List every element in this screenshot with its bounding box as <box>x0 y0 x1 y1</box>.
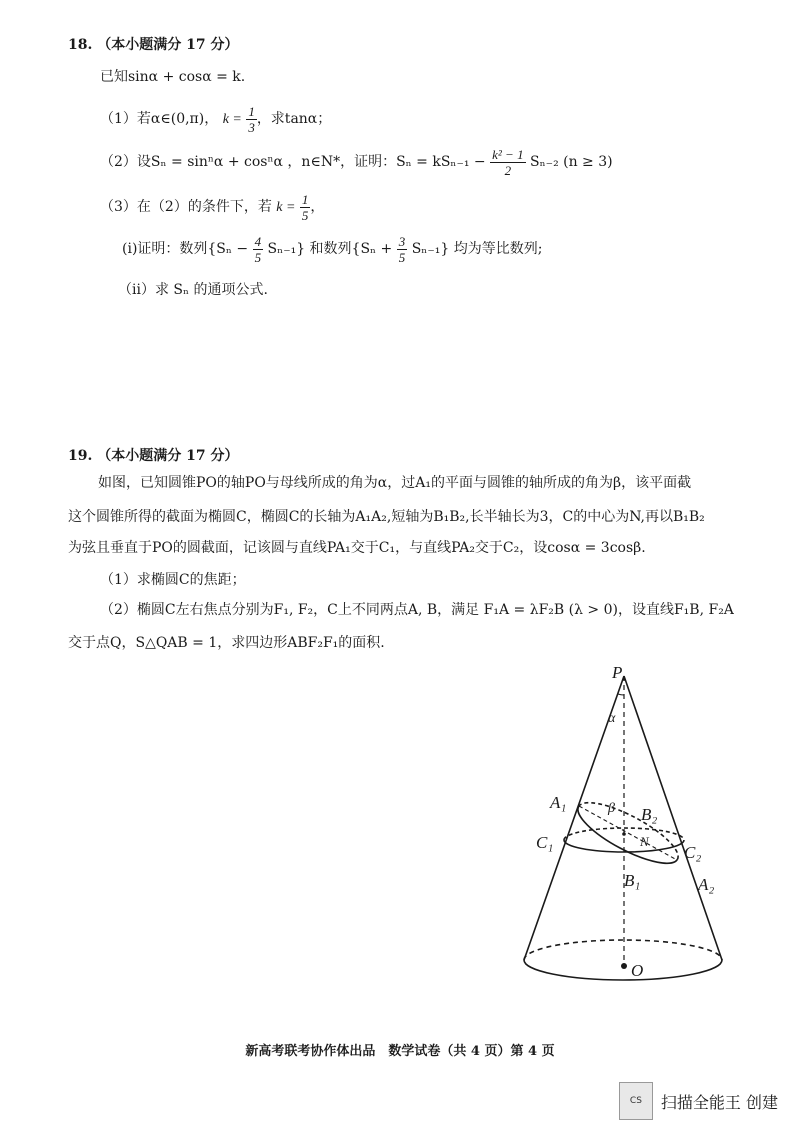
q18-part3-fraction <box>300 192 311 223</box>
base-center-dot <box>621 963 627 969</box>
q18-number: 18. <box>68 37 93 53</box>
q19-score: （本小题满分 17 分） <box>97 448 239 464</box>
label-c1: C₁ <box>536 833 554 852</box>
label-o: O <box>631 961 644 980</box>
q18-part3-ii: （ii）求 Sₙ 的通项公式. <box>118 282 268 298</box>
label-p: P <box>612 663 623 682</box>
q19-number: 19. <box>68 448 93 464</box>
q18-part1-k: k = <box>222 112 242 127</box>
q19-part2-line2: 交于点Q，S△QAB = 1，求四边形ABF₂F₁的面积. <box>68 635 385 651</box>
q18-part1-text-b: ，求tanα； <box>256 111 332 127</box>
q18-part3-k: k = <box>276 200 296 215</box>
fraction-numerator: 1 <box>301 191 309 207</box>
fraction-denominator: 5 <box>398 249 406 265</box>
fraction-numerator: k² − 1 <box>492 146 524 162</box>
label-c2: C₂ <box>684 843 702 862</box>
label-a1: A₁ <box>550 793 567 812</box>
label-b2: B₂ <box>641 805 658 824</box>
q18-part2-text-a: 设Sₙ = sinⁿα + cosⁿα ，n∈N*，证明：Sₙ = kSₙ₋₁ − <box>136 154 486 170</box>
fraction-numerator: 4 <box>254 233 262 249</box>
ellipse-back-arc <box>579 792 686 860</box>
label-beta: β <box>608 801 615 816</box>
q18-score: （本小题满分 17 分） <box>97 37 239 53</box>
fraction-denominator: 5 <box>254 249 262 265</box>
q18-part3-text-b: ， <box>310 199 325 215</box>
page-footer: 新高考联考协作体出品 数学试卷（共 4 页）第 4 页 <box>245 1044 555 1059</box>
q18-header <box>68 35 238 55</box>
label-b1: B₁ <box>624 871 641 890</box>
q19-part2-line1: （2）椭圆C左右焦点分别为F₁, F₂，C上不同两点A, B，满足 F₁A = λF₂B (λ > 0)，设直线F₁B, F₂A <box>100 602 734 618</box>
q18-part3i-fraction-2 <box>397 234 408 265</box>
camscanner-logo <box>619 1082 653 1120</box>
center-n-dot <box>622 832 626 836</box>
q18-part3i-text-b: Sₙ₋₁} 和数列{Sₙ + <box>267 241 393 257</box>
q18-given: 已知sinα + cosα = k. <box>100 69 246 85</box>
cone-right-generatrix <box>624 676 722 960</box>
q18-part3i-text-a: (i)证明：数列{Sₙ − <box>122 241 249 257</box>
q18-part1 <box>100 102 331 137</box>
watermark-text: 扫描全能王 创建 <box>660 1092 778 1112</box>
q19-part1: （1）求椭圆C的焦距； <box>100 572 246 588</box>
q18-part2-label: （2） <box>100 154 137 170</box>
label-alpha: α <box>608 711 616 726</box>
camscanner-logo-text: CS <box>629 1096 642 1106</box>
fraction-denominator: 3 <box>248 119 255 135</box>
label-n: N <box>640 834 649 849</box>
q18-part3-label: （3） <box>100 199 137 215</box>
base-back-arc <box>524 940 722 960</box>
q18-part1-fraction <box>246 104 257 135</box>
fraction-denominator: 2 <box>504 162 512 178</box>
q18-part2-fraction <box>490 147 525 178</box>
q18-part3-text-a: 在（2）的条件下，若 <box>136 199 272 215</box>
fraction-numerator: 1 <box>248 103 255 119</box>
q18-part1-label: （1） <box>100 111 137 127</box>
alpha-arc <box>618 694 624 695</box>
q18-part2 <box>100 145 613 179</box>
q18-part2-text-b: Sₙ₋₂ (n ≥ 3) <box>530 154 613 170</box>
q19-text-line2: 这个圆锥所得的截面为椭圆C，椭圆C的长轴为A₁A₂,短轴为B₁B₂,长半轴长为3，C的中心为N,再以B₁B₂ <box>68 509 705 525</box>
q18-part1-text-a: 若α∈(0,π)， <box>136 111 219 127</box>
q19-text-line3: 为弦且垂直于PO的圆截面，记该圆与直线PA₁交于C₁，与直线PA₂交于C₂，设cosα = 3cosβ. <box>68 540 646 556</box>
q18-part3i-fraction-1 <box>253 234 264 265</box>
fraction-denominator: 5 <box>301 207 309 223</box>
q18-part3 <box>100 190 324 225</box>
fraction-numerator: 3 <box>398 233 406 249</box>
q19-header <box>68 446 238 466</box>
q18-part3-i <box>122 232 542 266</box>
q19-text-line1: 如图，已知圆锥PO的轴PO与母线所成的角为α，过A₁的平面与圆锥的轴所成的角为β，该平面截 <box>98 475 692 491</box>
scanner-watermark <box>619 1082 778 1120</box>
cone-figure <box>500 660 740 990</box>
label-a2: A₂ <box>698 875 715 894</box>
base-front-arc <box>524 960 722 980</box>
q18-part3i-text-c: Sₙ₋₁} 均为等比数列; <box>411 241 543 257</box>
